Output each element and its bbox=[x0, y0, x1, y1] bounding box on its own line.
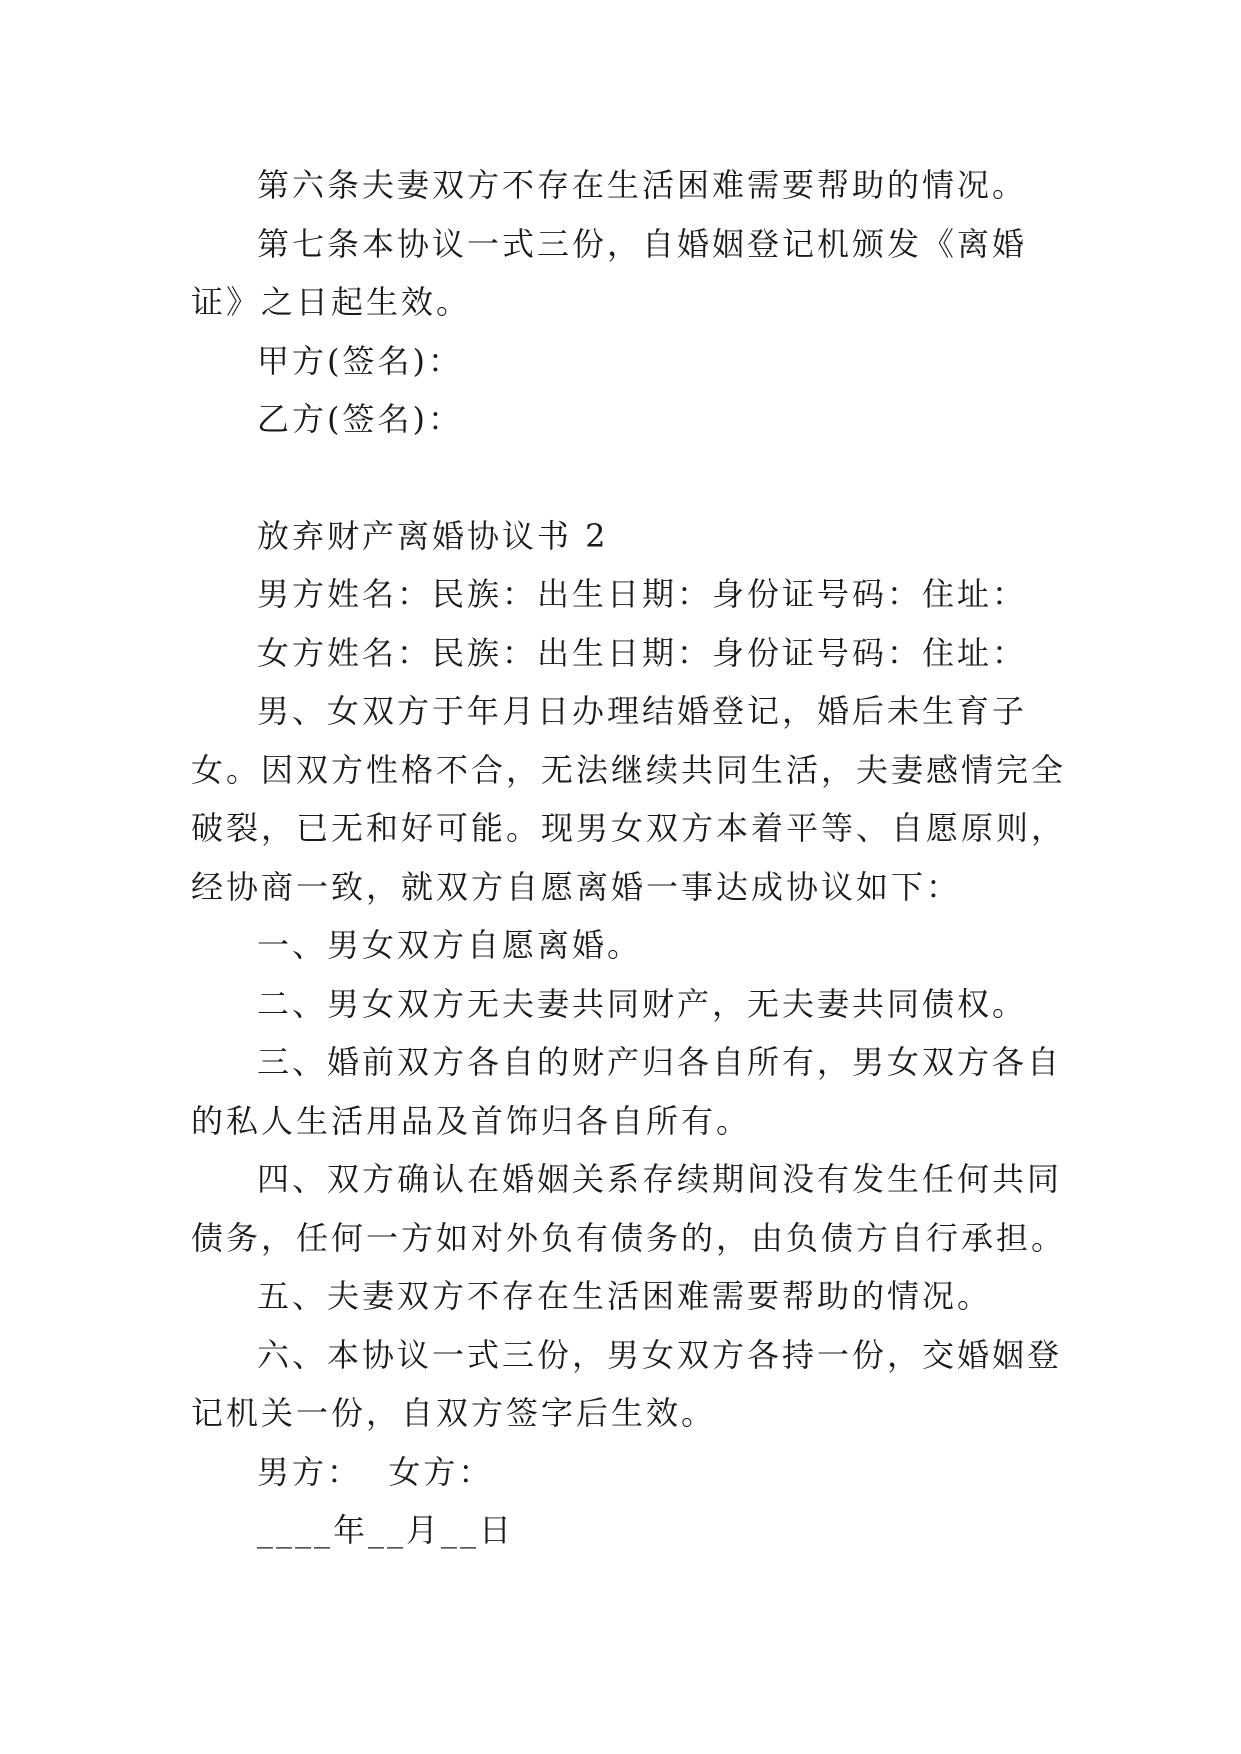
party-b-signature: 乙方(签名)： bbox=[257, 400, 463, 438]
male-info-line: 男方姓名：民族：出生日期：身份证号码：住址： bbox=[257, 575, 1028, 613]
item-two: 二、男女双方无夫妻共同财产，无夫妻共同债权。 bbox=[257, 984, 1028, 1023]
preamble-paragraph: 男、女双方于年月日办理结婚登记，婚后未生育子女。因双方性格不合，无法继续共同生活，夫妻感情完全破裂，已无和好可能。现男女双方本着平等、自愿原则，经协商一致，就双方自愿离婚一事达成协议如下： bbox=[191, 692, 1067, 906]
item-five: 五、夫妻双方不存在生活困难需要帮助的情况。 bbox=[257, 1277, 993, 1315]
document-title: 放弃财产离婚协议书 2 bbox=[257, 516, 609, 555]
clause-seven: 第七条本协议一式三份，自婚姻登记机颁发《离婚证》之日起生效。 bbox=[191, 224, 1028, 321]
date-line: ____年__月__日 bbox=[257, 1511, 515, 1549]
section-gap bbox=[191, 449, 1071, 507]
item-one: 一、男女双方自愿离婚。 bbox=[257, 926, 643, 964]
signature-line: 男方： 女方： bbox=[257, 1452, 494, 1491]
item-four: 四、双方确认在婚姻关系存续期间没有发生任何共同债务，任何一方如对外负有债务的，由负债方自行承担。 bbox=[191, 1160, 1067, 1257]
female-info-line: 女方姓名：民族：出生日期：身份证号码：住址： bbox=[257, 633, 1028, 672]
party-a-signature: 甲方(签名)： bbox=[257, 341, 463, 380]
item-three: 三、婚前双方各自的财产归各自所有，男女双方各自的私人生活用品及首饰归各自所有。 bbox=[191, 1043, 1063, 1140]
clause-six: 第六条夫妻双方不存在生活困难需要帮助的情况。 bbox=[257, 166, 1028, 204]
document-body bbox=[191, 156, 1071, 1560]
item-six: 六、本协议一式三份，男女双方各持一份，交婚姻登记机关一份，自双方签字后生效。 bbox=[191, 1335, 1063, 1432]
